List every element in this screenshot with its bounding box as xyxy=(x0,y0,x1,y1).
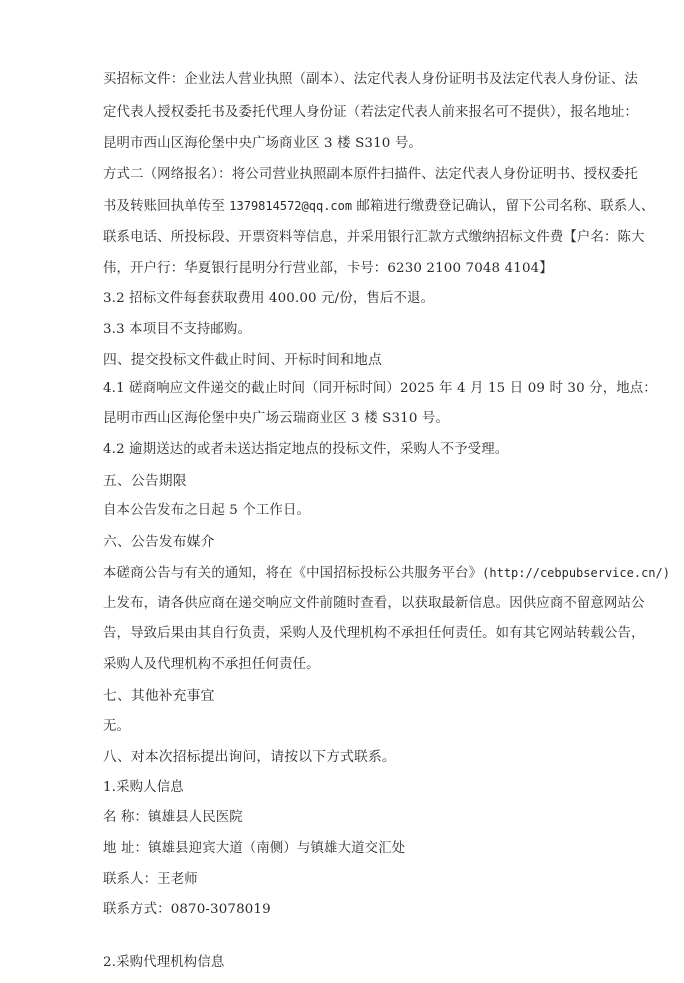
section-6-line-2: 上发布，请各供应商在递交响应文件前随时查看，以获取最新信息。因供应商不留意网站公 xyxy=(103,596,645,611)
email-address: 1379814572@qq.com xyxy=(229,199,353,213)
method2-line-1: 方式二（网络报名）：将公司营业执照副本原件扫描件、法定代表人身份证明书、授权委托 xyxy=(103,167,638,182)
section-6-line-4: 采购人及代理机构不承担任何责任。 xyxy=(103,657,320,672)
purchaser-phone: 联系方式：0870-3078019 xyxy=(103,902,271,917)
item-3-3: 3.3 本项目不支持邮购。 xyxy=(103,322,252,337)
purchase-docs-line-3: 昆明市西山区海伦堡中央广场商业区 3 楼 S310 号。 xyxy=(103,136,422,151)
section-6-line-3: 告，导致后果由其自行负责，采购人及代理机构不承担任何责任。如有其它网站转载公告， xyxy=(103,626,645,641)
purchaser-name: 名 称：镇雄县人民医院 xyxy=(103,810,243,825)
purchase-docs-line-2: 定代表人授权委托书及委托代理人身份证（若法定代表人前来报名可不提供），报名地址： xyxy=(103,105,638,120)
section-7-text: 无。 xyxy=(103,719,131,734)
purchaser-address: 地 址：镇雄县迎宾大道（南侧）与镇雄大道交汇处 xyxy=(103,841,406,856)
section-6-line-1-text: 本磋商公告与有关的通知，将在《中国招标投标公共服务平台》 xyxy=(103,566,483,581)
method2-line-2-pre: 书及转账回执单传至 xyxy=(103,199,230,214)
method2-line-2 xyxy=(103,196,654,217)
section-5-heading: 五、公告期限 xyxy=(103,473,187,489)
item-4-1-line-1: 4.1 磋商响应文件递交的截止时间（同开标时间）2025 年 4 月 15 日 09 时 30 分，地点： xyxy=(103,381,657,396)
method2-line-3: 联系电话、所投标段、开票资料等信息，并采用银行汇款方式缴纳招标文件费【户名：陈大 xyxy=(103,230,645,245)
section-5-text: 自本公告发布之日起 5 个工作日。 xyxy=(103,503,311,518)
method2-line-2-post: 邮箱进行缴费登记确认，留下公司名称、联系人、 xyxy=(352,199,655,214)
section-6-line-1 xyxy=(103,563,670,584)
purchaser-contact: 联系人：王老师 xyxy=(103,872,198,887)
agency-info-title: 2.采购代理机构信息 xyxy=(103,955,225,970)
item-4-2: 4.2 逾期送达的或者未送达指定地点的投标文件，采购人不予受理。 xyxy=(103,442,509,457)
section-7-heading: 七、其他补充事宜 xyxy=(103,688,215,704)
section-6-heading: 六、公告发布媒介 xyxy=(103,534,215,550)
item-4-1-line-2: 昆明市西山区海伦堡中央广场云瑞商业区 3 楼 S310 号。 xyxy=(103,411,449,426)
section-4-heading: 四、提交投标文件截止时间、开标时间和地点 xyxy=(103,352,382,368)
platform-url: (http://cebpubservice.cn/) xyxy=(482,566,670,580)
method2-line-4: 伟，开户行：华夏银行昆明分行营业部，卡号：6230 2100 7048 4104】 xyxy=(103,261,553,276)
item-3-2: 3.2 招标文件每套获取费用 400.00 元/份，售后不退。 xyxy=(103,291,435,306)
purchaser-info-title: 1.采购人信息 xyxy=(103,780,184,795)
purchase-docs-line-1: 买招标文件：企业法人营业执照（副本）、法定代表人身份证明书及法定代表人身份证、法 xyxy=(103,72,638,87)
section-8-heading: 八、对本次招标提出询问，请按以下方式联系。 xyxy=(103,749,396,765)
